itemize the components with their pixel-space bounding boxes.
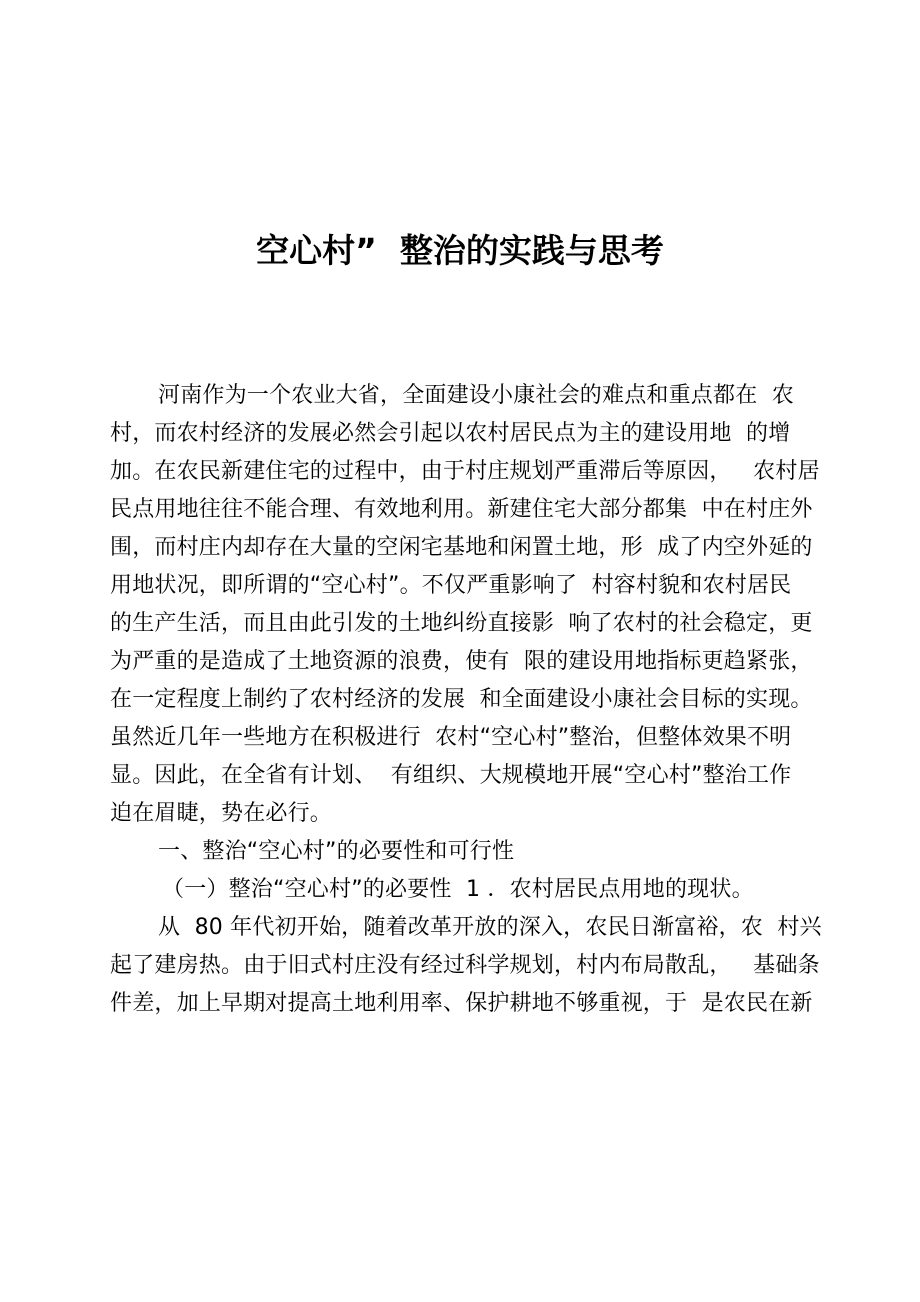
paragraph-line: 为严重的是造成了土地资源的浪费，使有 限的建设用地指标更趋紧张， bbox=[110, 649, 813, 674]
subsection-heading: （一）整治“空心村”的必要性 1 ．农村居民点用地的现状。 bbox=[162, 877, 754, 902]
paragraph-line: 件差，加上早期对提高土地利用率、保护耕地不够重视，于 是农民在新 bbox=[110, 991, 813, 1016]
paragraph-line: 加。在农民新建住宅的过程中，由于村庄规划严重滞后等原因， 农村居 bbox=[110, 459, 820, 484]
paragraph-line: 河南作为一个农业大省，全面建设小康社会的难点和重点都在 农 bbox=[158, 383, 794, 408]
paragraph-line: 在一定程度上制约了农村经济的发展 和全面建设小康社会目标的实现。 bbox=[110, 687, 813, 712]
paragraph-line: 用地状况，即所谓的“空心村”。不仅严重影响了 村容村貌和农村居民 bbox=[110, 573, 792, 598]
paragraph-line: 围，而村庄内却存在大量的空闲宅基地和闲置土地，形 成了内空外延的 bbox=[110, 535, 813, 560]
paragraph-line: 显。因此，在全省有计划、 有组织、大规模地开展“空心村”整治工作 bbox=[110, 763, 792, 788]
paragraph-line: 迫在眉睫，势在必行。 bbox=[110, 801, 333, 826]
document-body bbox=[110, 377, 830, 1023]
paragraph-line: 虽然近几年一些地方在积极进行 农村“空心村”整治，但整体效果不明 bbox=[110, 725, 792, 750]
section-heading: 一、整治“空心村”的必要性和可行性 bbox=[158, 839, 515, 864]
paragraph-line: 民点用地往往不能合理、有效地利用。新建住宅大部分都集 中在村庄外 bbox=[110, 497, 813, 522]
paragraph-line: 的生产生活，而且由此引发的土地纠纷直接影 响了农村的社会稳定，更 bbox=[110, 611, 813, 636]
paragraph-line: 起了建房热。由于旧式村庄没有经过科学规划，村内布局散乱， 基础条 bbox=[110, 953, 820, 978]
document-title: 空心村” 整治的实践与思考 bbox=[256, 231, 664, 270]
paragraph-line: 从 80 年代初开始，随着改革开放的深入，农民日渐富裕，农 村兴 bbox=[158, 915, 822, 940]
paragraph-line: 村，而农村经济的发展必然会引起以农村居民点为主的建设用地 的增 bbox=[110, 421, 791, 446]
